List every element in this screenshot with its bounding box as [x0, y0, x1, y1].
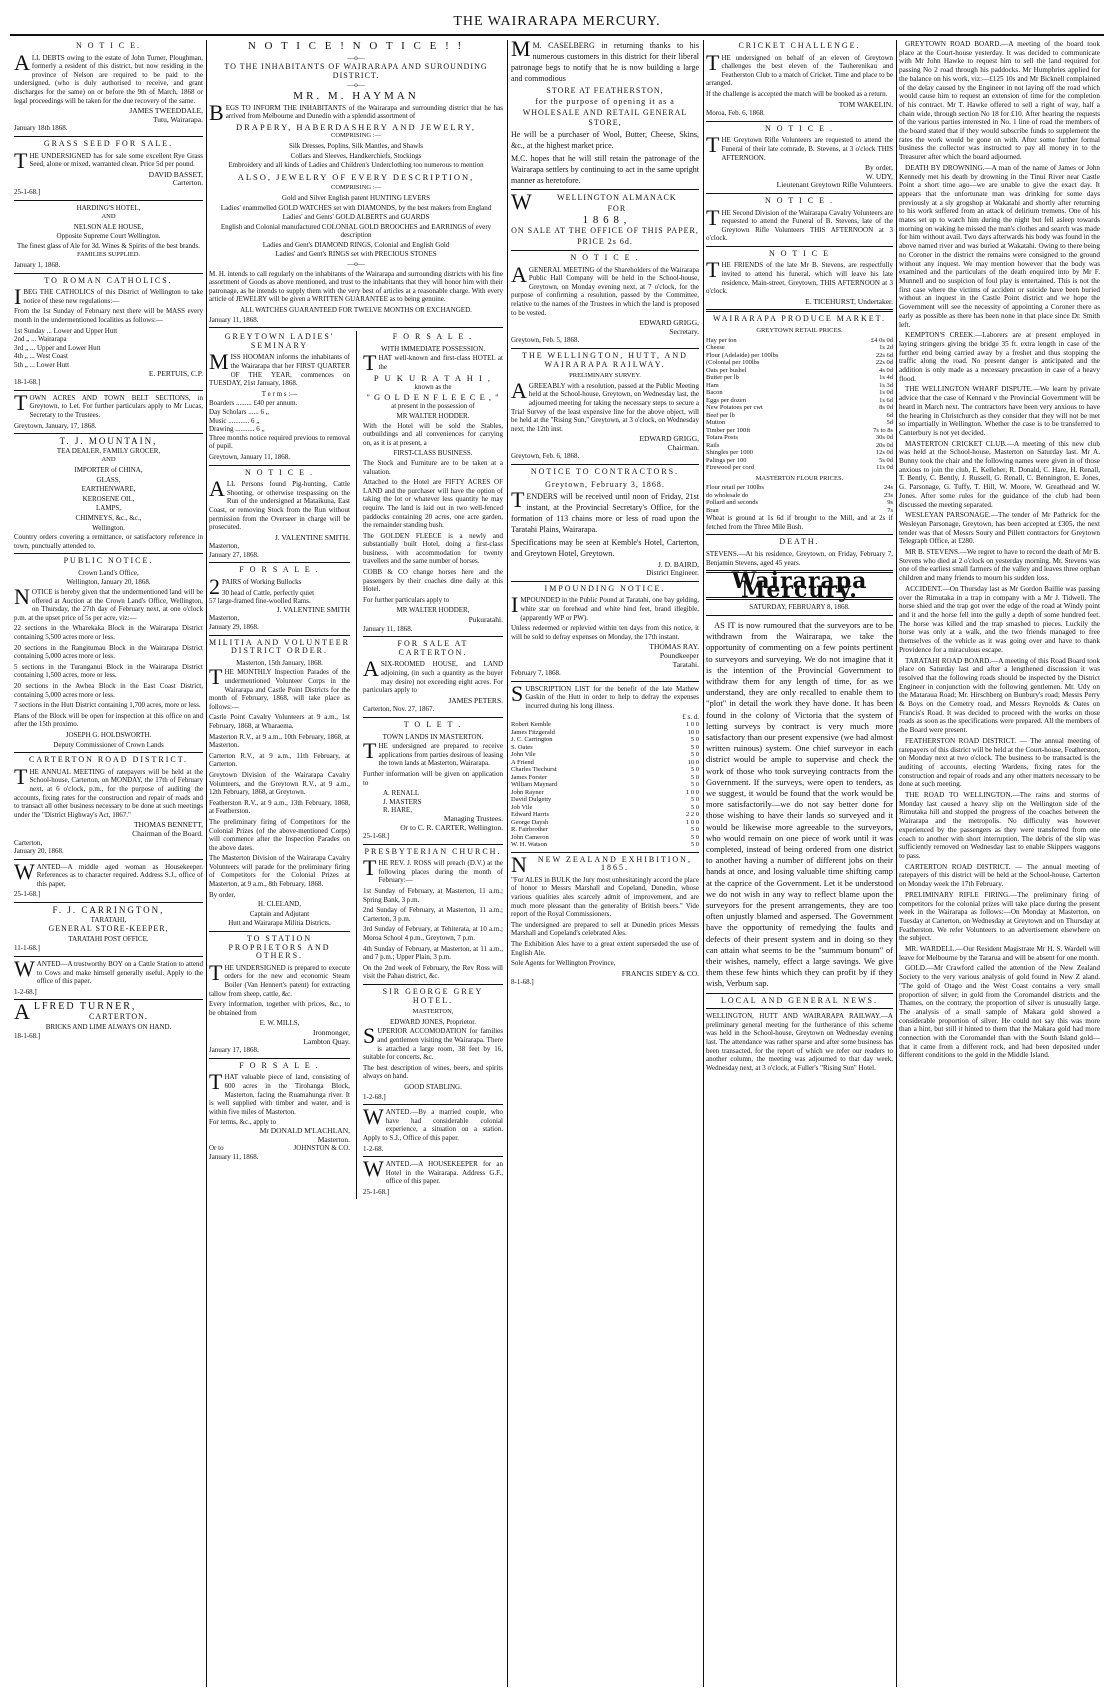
ad-turner: ALFRED TURNER, CARTERTON. BRICKS AND LIME ALWAYS ON HAND. 18-1-68.] — [14, 999, 172, 1041]
ad-wanted-housekeeper: WANTED—A middle aged woman as Housekeeper. References as to character required. Address S.J., office of this paper, 25-1-68.] — [14, 858, 203, 899]
news-item: TARATAHI ROAD BOARD.—A meeting of this Road Board took place on Saturday last and after a lengthened discussion it was resolved that the following roads should be inspected by the District Engineer in conjunction with the following gentlemen. Mr. Udy on the Mataraua Road; Mr. Hirschberg on Bunbury's road; Messrs Perry & Boys on the Cemetry road, and Messrs Reynolds & Oates on Francis's Road. It was decided to proceed with the works on those roads as soon as the specifications were prepared. All the members of the Board were present. — [899, 656, 1100, 735]
table-row: W. H. Watson 5 0 — [511, 841, 699, 849]
local-news: LOCAL AND GENERAL NEWS. WELLINGTON, HUTT AND WAIRARAPA RAILWAY.—A preliminary general meeting for the furtherance of this scheme was held in the School-house, Greytown on Wednesday evening last. The attendance was rather sparse and after some business has been transacted, for the report of which we refer our readers to another column, the meeting was adjourned to that day week, Wednesday next, at 3 o'clock, at Fuller's "Rising Sun" Hotel. — [706, 995, 893, 1072]
ad-wanted-boy: WANTED—A trustworthy BOY on a Cattle Station to attend to Cows and make himself generally useful. Apply to the office of this paper. 1-2-68.] — [14, 956, 203, 996]
news-item: GREYTOWN ROAD BOARD.—A meeting of the board took place at the Court-house yesterday. It was decided to communicate with Mr John Hawke to request him to sell the land required for passing No 2 road through his paddocks. Mr Humphries applied for the balance on his work, viz:—£125 10s and Mr Bicknell complained of the delay caused by the Engineer in not laying off the road which would cause him to request an extension of time for the completion of his contract. Mr T. Hawke offered to sell a right of way, half a chain wide, through section No 18 for £10. After hearing the requests of the various parties interested in No. 1 line of road the members of the board stated that if they would subscribe funds to supplement the rates the work would be gone on with. After some further formal business the collector was instructed to pay all money in to the Treasurer after which the board adjourned. — [899, 40, 1100, 162]
table-row: Palings per 100 5s 0d — [706, 456, 893, 464]
retail-prices-table — [706, 337, 893, 472]
editorial: AS IT is now rumoured that the surveyors are to be withdrawn from the Wairarapa, we take the opportunity of commenting on a few points pertinent to surveyors and surveying. We do not imagine that it is the intention of the Provincial Government to withdraw them for any length of time, for as we understand, they are only recalled to enable them to "plot" in detail the work they have done. It has been found in the colony of Victoria that the system of letting surveys by contract is very much more satisfactory than our present expensive (we had almost written ruinous) system. One chief surveyor in each district would be ample to supervise and check the work of those who took surveying contracts from the Government. If the surveys, were open to tenders, as we suggest, it would be found that the work would be more satisfactorily—we do not say better done for those wishing to have their lands so surveyed and it would be likewise more agreeable to the surveyors, who would remain on one piece of work until it was completed, instead of being ordered from one district to another having a number of different jobs on their hands at once, and losing valuable time shifting camp at the caprice of the Government. Let it be understood we do not wish in any way to reflect blame upon the surveyors for the present arrangements, they are too often unjustly blamed and aspersed. The Government have the opportunity of remedying the faults and defects of their present system and in doing so they can attain what seems to be the "summum bonum" of their wishes, namely, effect a large savings. We give them these few hints which they can profit by if they wish, Verbum sap. — [706, 619, 893, 989]
ad-subscription: SUBSCRIPTION LIST for the benefit of the late Mathew Gaskin of the Hutt in order to help to defray the expenses incurred during his long illness. £ s. d. Robert Kemble 1 0 0 James Fitzgerald 10 0 J. C. Carrington 5 0 S. Oates 5 0 John Vile 5 0 A Friend 10 0 Charles Tiechurst 5 0 James Forster 5 0 William Maynard 5 0 John Rayner 1 0 0 David Dulgetty 5 0 Job Vile 5 0 Edward Harris 2 2 0 George Daysh 1 0 0 R. Fairbrother 5 0 John Cameron 5 0 W. H. Watson 5 0 — [511, 680, 699, 849]
table-row: Mutton 5d — [706, 419, 893, 427]
issue-date: SATURDAY, FEBRUARY 8, 1868. — [749, 603, 850, 612]
table-row: Beef per lb 6d — [706, 411, 893, 419]
col2-inner-rule — [356, 331, 357, 1199]
table-row: James Fitzgerald 10 0 — [511, 728, 699, 736]
table-row: A Friend 10 0 — [511, 758, 699, 766]
table-row: R. Fairbrother 5 0 — [511, 826, 699, 834]
ad-wanted-hotel-housekeeper: WANTED.—A HOUSEKEEPER for an Hotel in the Wairarapa. Address G.F., office of this paper. 25-1-68.] — [362, 1156, 503, 1196]
ad-almanack: W WELLINGTON ALMANACK FOR 1 8 6 8 , ON SALE AT THE OFFICE OF THIS PAPER, PRICE 2s 6d. — [511, 189, 699, 246]
table-row: Bran 7s — [706, 506, 893, 514]
news-paragraphs — [899, 40, 1100, 1060]
ad-mills: TO STATION PROPRIETORS AND OTHERS. THE UNDERSIGNED is prepared to execute orders for the new and economic Steam Boiler (Van Hennert's patent) for extracting tallow from sheep, cattle, &c. Every information, together with prices, &c., to be obtained from E. W. MILLS, Ironmonger, Lambton Quay. January 17, 1868. — [209, 934, 350, 1055]
flour-prices-table — [706, 484, 893, 514]
ad-grigg-notice: N O T I C E . AGENERAL MEETING of the Shareholders of the Wairarapa Public Hall Company will be held in the School-house, Greytown, on Monday evening next, at 7 o'clock, for the purpose of confirming a resolution, passed by the Committee, relative to the names of the Trustees in which the land is proposed to be vested. EDWARD GRIGG, Secretary. Greytown, Feb. 5, 1868. — [511, 253, 699, 345]
table-row: John Cameron 5 0 — [511, 833, 699, 841]
ad-funeral: N O T I C E THE FRIENDS of the late Mr B. Stevens, are respectfully invited to attend his funeral, which will leave his late residence, Main-street, Greytown, THIS AFTERNOON at 3 o'clock. E. TICEHURST, Undertaker. — [706, 248, 893, 306]
table-row: Charles Tiechurst 5 0 — [511, 766, 699, 774]
news-item: WESLEYAN PARSONAGE.—The tender of Mr Pathrick for the Wesleyan Parsonage, Greytown, has been accepted at £305, the next tender was that of Messrs Soury and Pillett contractors for Greytown Telegraph Office, at £280. — [899, 511, 1100, 546]
ad-wanted-couple: WANTED.—By a married couple, who have had considerable colonial experience, a situation on a station. Apply to S.J., Office of this paper. 1-2-68. — [362, 1104, 503, 1153]
table-row: New Potatoes per cwt 8s 0d — [706, 404, 893, 412]
news-item: MR. WARDELL.—Our Resident Magistrate Mr H. S. Wardell will leave for Melbourne by the Tararua and will be absent for one month. — [899, 945, 1100, 962]
column-rule — [896, 40, 897, 1687]
ad-ladies-seminary: GREYTOWN LADIES' SEMINARY MISS HOOMAN informs the inhabitants of the Wairarapa that her FIRST QUARTER OF THE YEAR, commences on TUESDAY, 21st January, 1868. T e r m s :— Boarders ......... £40 per annum. Day Scholars ...... 6 „ Music ............ 6 „ Drawing ........... 6 „ Three months notice required previous to removal of pupil. Greytown, January 11, 1868. — [209, 332, 350, 461]
news-item: DEATH BY DROWNING.—A man of the name of James or John Kennedy met his death by drowning in the Tinui River near Castle Point a short time ago—we are unable to give the exact day. It appears that the unfortunate man was drinking for some days previously at a sly grogshop at Wakatahi and shortly after returning to his work suffered from an attack of delirium tremens. One of his mates set up to watch him during the night but fell asleep towards morning on waking he missed the man's clothes and search was made for him without avail. Two days afterwards his body was found in the above named river and was buried at Wakatahi. Owing to there being no Coroner in the district the remains were consigned to the ground without any inquest. We may mention however that the body was examined and the particulars of the death enquired into by Mr F. Munnell and no suspicion of foul play is entertained. This is not the first case where the victims of accident or suicide have been buried without an inquest in the Castle Point district and we hope the Government will see the necessity of appointing a Coroner there as early as possible as there has been none in that place since Dr. Smith left. — [899, 163, 1100, 329]
news-item: PRELIMINARY RIFLE FIRING.—The preliminary firing of competitors for the colonial prizes will take place during the present week in the Wairarapa as follows:—On Monday at Masterton, on Tuesday at Carterton, on Wednesday at Greytown and on Thursday at Featherston. We refer Volunteers to an advertisement elsewhere on the subject. — [899, 890, 1100, 943]
column-rule — [206, 40, 207, 1687]
column-rule — [507, 40, 508, 1687]
ad-cavalry-notice: N O T I C E . THE Second Division of the Wairarapa Cavalry Volunteers are requested to attend the Funeral of B. Stevens, late of the Greytown Rifle Volunteers THIS AFTERNOON at 3 o'clock. — [706, 195, 893, 243]
subscription-table — [511, 721, 699, 849]
ad-exhibition: N NEW ZEALAND EXHIBITION, 1865. "For ALES in BULK the Jury most unhesitatingly accord the place of honor to Messrs Marshall and Copeland, Dunedin, whose various qualities ales scarcely admit of improvement, and are much more pleasant than the generality of British beers." Vide report of the Royal Commissioners. The undersigned are prepared to sell at Dunedin prices Messrs Marshall and Copeland's celebrated Ales. The Exhibition Ales have to a great extent superseded the use of English Ale. Sole Agents for Wellington Province, FRANCIS SIDEY & CO. 8-1-68.] — [511, 851, 699, 987]
table-row: John Rayner 1 0 0 — [511, 788, 699, 796]
death-notice: DEATH. STEVENS.—At his residence, Greytown, on Friday, February 7, Benjamin Stevens, aged 45 years. — [706, 537, 893, 567]
masthead — [0, 0, 1114, 40]
table-row: Butter per lb 1s 4d — [706, 374, 893, 382]
table-row: Flour (Adelaide) per 100lbs 22s 6d — [706, 351, 893, 359]
ad-cricket: CRICKET CHALLENGE. THE undersigned on behalf of an eleven of Greytown challenges the best eleven of the Tauherenikau and Featherston Club to a match of Cricket. Time and place to be arranged. If the challenge is accepted the match will be booked as a return. TOM WAKELIN. Moroa, Feb. 6, 1868. — [706, 41, 893, 118]
ad-mountain: T. J. MOUNTAIN, TEA DEALER, FAMILY GROCER, AND IMPORTER of CHINA, GLASS, EARTHENWARE, KEROSENE OIL, LAMPS, CHIMNEYS, &c., &c., Wellington. Country orders covering a remittance, or satisfactory reference in town, punctually attended to. — [14, 436, 203, 550]
ad-peters: FOR SALE AT CARTERTON. ASIX-ROOMED HOUSE, and LAND adjoining, (in such a quantity as the buyer may desire) not exceeding eight acres. For particulars apply to JAMES PETERS. Carterton, Nov. 27, 1867. — [362, 639, 503, 714]
table-row: Pollard and seconds 9s — [706, 499, 893, 507]
ad-presbyterian: PRESBYTERIAN CHURCH. THE REV. J. ROSS will preach (D.V.) at the following places during the month of February:— 1st Sunday of February, at Masterton, 11 a.m.; Spring Bank, 3 p.m. 2nd Sunday of February, at Masterton, 11 a.m.; Carterton, 3 p.m. 3rd Sunday of February, at Tehiterata, at 10 a.m.; Moroa School 4 p.m., Greytown, 7 p.m. 4th Sunday of February, at Masterton, at 11 a.m., and 7 p.m.; Upper Plain, 3 p.m. On the 2nd week of February, the Rev Ross will visit the Pahau district, &c. — [362, 846, 503, 981]
ad-carrington: F. J. CARRINGTON, TARATAHI, GENERAL STORE-KEEPER, TARATAHI POST OFFICE. 11-1-68.] — [14, 905, 169, 953]
col2-left — [209, 331, 350, 1199]
table-row: Totara Posts 30s 0d — [706, 434, 893, 442]
news-item: THE WELLINGTON WHARF DISPUTE.—We learn by private advice that the case of Kennard v the Provincial Government will be heard in March next. The contractors have been very anxious to have the hearing in Christchurch as they consider that they will not be met so impartially in Wellington. Whether the case is to be transferred to Canterbury is not yet decided. — [899, 385, 1100, 437]
news-item: CARTERTON ROAD DISTRICT. — The annual meeting of ratepayers of this district will be held at the School-house, Carterton on Monday week the 17th February. — [899, 862, 1100, 889]
ad-to-let: T O L E T . TOWN LANDS IN MASTERTON. THE undersigned are prepared to receive applications from parties desirous of leasing the town lands at Masterton, Wairarapa. Further information will be given on application to A. RENALL J. MASTERS R. HARE, Managing Trustees. Or to C. R. CARTER, Wellington. 25-1-68.] — [362, 719, 503, 841]
col2-right — [363, 331, 503, 1199]
table-row: James Forster 5 0 — [511, 773, 699, 781]
produce-market: WAIRARAPA PRODUCE MARKET. GREYTOWN RETAIL PRICES. Hay per ton £4 0s 0d Cheese 1s 2d Flour (Adelaide) per 100lbs 22s 6d (Colonial per 100lbs 22s 0d Oats per bushel 4s 0d Butter per lb 1s 4d Ham 1s 3d Bacon 1s 0d Eggs per dozen 1s 6d New Potatoes per cwt 8s 0d Beef per lb 6d Mutton 5d Timber per 100ft 7s to 8s Totara Posts 30s 0d Rails 20s 0d Shingles per 1000 12s 0d Palings per 100 5s 0d Firewood per cord 11s 0d MASTERTON FLOUR PRICES. Flour retail per 100lbs 24s do wholesale do 23s Pollard and seconds 9s Bran 7s Wheat is ground at 1s 6d if brought to the Mill, and at 2s if fetched from the Three Mile Bush. — [706, 314, 893, 531]
news-item: THE ROAD TO WELLINGTON.—The rains and storms of Monday last caused a heavy slip on the Wellington side of the Rimutaka hill and stopped the progress of the coaches between the Wairarapa and the metropolis. No difficulty was however experienced by the passengers as they were transferred from one coach to another with short interruption. The debris of the slip was sufficiently removed on Wednesday last to enable Skippers waggons to pass. — [899, 791, 1100, 860]
ad-hayman: N O T I C E ! N O T I C E ! ! —o— TO THE INHABITANTS OF WAIRARAPA AND SUROUNDING DISTRICT. —o— MR. M. HAYMAN BEGS TO INFORM THE INHABITANTS of the Wairarapa and surrounding district that he has arrived from Melbourne and Dunedin with a splendid assortment of DRAPERY, HABERDASHERY AND JEWELRY, COMPRISING :— Silk Dresses, Poplins, Silk Mantles, and Shawls Collars and Sleeves, Handkerchiefs, Stockings Embroidery and all kinds of Ladies and Children's Underclothing too numerous to mention ALSO, JEWELRY OF EVERY DESCRIPTION, COMPRISING :— Gold and Silver English patent HUNTING LEVERS Ladies' enammelled GOLD WATCHES set with DIAMONDS, by the best makers from England Ladies' and Gents' GOLD ALBERTS and GUARDS English and Colonial manufactured COLONIAL GOLD BROOCHES and EARRINGS of every description Ladies and Gent's DIAMOND RINGS, Colonial and English Gold Ladies' and Gent's RINGS set with PRECIOUS STONES —o— M. H. intends to call regularly on the inhabitants of the Wairarapa and surrounding districts with his fine assortment of Goods as above mentioned, and trust to the inhabitants that they will honor him with their patronage, as he intends to supply them with the very best of articles at a reasonable charge. With every article of JEWELRY will be given a WRITTEN GUARANTEE as to being genuine. ALL WATCHES GUARANTEED FOR TWELVE MONTHS OR EXCHANGED. January 11, 1868. — [209, 40, 503, 324]
ad-mlachlan: F O R S A L E . THAT valuable piece of land, consisting of 600 acres in the Tirohanga Block, Masterton, facing the Ruamahunga river. It is well supplied with timber and water, and is within five miles of Masterton. For terms, &c., apply to Mr DONALD M'LACHLAN, Masterton. Or to JOHNSTON & CO. January 11, 1868. — [209, 1060, 350, 1161]
news-item: FEATHERSTON ROAD DISTRICT. — The annual meeting of ratepayers of this district will be held at the Court-house, Featherston, on Monday next at two o'clock. The business to be transacted is the auditing of accounts, electing Wardens, fixing rates for the construction and repair of roads and any other matters necessary to be done at such meeting. — [899, 736, 1100, 789]
table-row: Job Vile 5 0 — [511, 803, 699, 811]
newspaper-title: THE WAIRARAPA MERCURY. — [453, 14, 661, 29]
table-row: Oats per bushel 4s 0d — [706, 366, 893, 374]
table-row: Eggs per dozen 1s 6d — [706, 396, 893, 404]
ad-smith-notice: N O T I C E . ALL Persons found Pig-hunting, Cattle Shooting, or otherwise trespassing on the Run of the undersigned at Mataikuna, East Coast, or removing Stock from the Run without permission from the Overseer in charge will be prosecuted. J. VALENTINE SMITH. Masterton, January 27, 1868. — [209, 467, 350, 559]
table-row: Bacon 1s 0d — [706, 389, 893, 397]
ad-roman-catholics: TO ROMAN CATHOLICS. IBEG THE CATHOLICS of this District of Wellington to take notice of these new regulations:— From the 1st Sunday of February next there will be MASS every month in the undermentioned localities as follows:— 1st Sunday ... Lower and Upper Hutt 2nd „ ... Wairarapa 3rd „ ... Upper and Lower Hutt 4th „ ... West Coast 5th „ ... Lower Hutt E. PERTUIS, C.P. 18-1-68.] — [14, 275, 203, 387]
table-row: Timber per 100ft 7s to 8s — [706, 426, 893, 434]
column-4 — [706, 40, 893, 1687]
table-row: do wholesale do 23s — [706, 491, 893, 499]
news-item: ACCIDENT.—On Thursday last as Mr Gordon Baillie was passing over the Rimutaka in a trap in company with a Mr J. Tidwell. The horse shied and the trap got over the edge of the road at Windy point and it and the horse fell into the gully a depth of some hundred feet. The horse was killed and the trap smashed to pieces. Luckily the horse was only at a walk, and the two friends managed to free themselves of the vehicle as it was going over and have to thank Providence for a miraculous escape. — [899, 584, 1100, 654]
ad-hardings-hotel: HARDING'S HOTEL, AND NELSON ALE HOUSE, Opposite Supreme Court Wellington. The finest glass of Ale for 3d. Wines & Spirits of the best brands. FAMILIES SUPPLIED. January 1, 1868. — [14, 203, 200, 270]
news-item: KEMPTON'S CREEK.—Laborers are at present employed in laying stringers giving the bridge 35 ft. extra length in case of the further end being carried away by a freshet and thus stopping the traffic along the road. No present danger is anticipated and the addition is only made as a necessary precaution in case of a heavy flood. — [899, 331, 1100, 383]
table-row: Firewood per cord 11s 0d — [706, 464, 893, 472]
ad-railway: THE WELLINGTON, HUTT, AND WAIRARAPA RAILWAY. PRELIMINARY SURVEY. AGREEABLY with a resolution, passed at the Public Meeting held at the School-house, Greytown, on Wednesday last, the adjourned meeting for taking the necessary steps to secure a Trial Survey of the least expensive line for the above object, will be held at the "Rising Sun," Greytown, at 3 o'clock, on Wednesday next, the 12th inst. EDWARD GRIGG, Chairman. Greytown, Feb. 6, 1868. — [511, 350, 699, 461]
table-row: John Vile 5 0 — [511, 751, 699, 759]
ad-public-notice: PUBLIC NOTICE. Crown Land's Office, Wellington, January 20, 1868. NOTICE is hereby given that the undermentioned land will be offered at Auction at the Crown Land's Office, Wellington, on Thursday, the 27th day of February next, at one o'clock p.m. at the upset price of 5s per acre, viz:— 22 sections in the Wharekaka Block in the Wairarapa District containing 5,500 acres more or less. 20 sections in the Rangitumau Block in the Wairarapa District containing 5,000 acres more or less. 5 sections in the Turanganui Block in the Wairarapa District containing 1,500 acres, more or less. 20 sections in the Awhea Block in the East Coast District, containing 5,000 acres more or less. 7 sections in the Hutt District containing 1,700 acres, more or less. Plans of the Block will be open for inspection at this office on and after the 15th proximo. JOSEPH G. HOLDSWORTH. Deputy Commissioner of Crown Lands — [14, 556, 203, 749]
table-row: J. C. Carrington 5 0 — [511, 736, 699, 744]
ad-golden-fleece: F O R S A L E . WITH IMMEDIATE POSSESSION. THAT well-known and first-class HOTEL at the P U K U R A T A H I , known as the " G O L D E N F L E E C E , " at present in the possession of MR WALTER HODDER. With the Hotel will be sold the Stables, outbuildings and all conveniences for carrying on, as it is at present, a FIRST-CLASS BUSINESS. The Stock and Furniture are to be taken at a valuation. Attached to the Hotel are FIFTY ACRES OF LAND and the purchaser will have the option of taking the lot or whatever less quantity he may require. The land is laid out in two well-fenced paddocks containing 20 acres, one acre garden, the remainder standing bush. The GOLDEN FLEECE is a newly and substantially built Hotel, doing a first-class business, with accommodation for twenty travellers and the same number of horses. COBB & CO change horses here and the passengers by their coaches dine daily at this Hotel. For further particulars apply to MR WALTER HODDER, Pukuratahi. January 11, 1868. — [362, 332, 503, 633]
news-item: MR B. STEVENS.—We regret to have to record the death of Mr B. Stevens who died at 2 o'clock on yesterday morning. Mr. Stevens was one of the earliest small farmers of the valley and leaves three orphan children and many friends to mourn his sudden loss. — [899, 548, 1100, 583]
column-2 — [209, 40, 503, 1687]
column-3 — [511, 40, 699, 1687]
paper-title-block — [706, 568, 893, 616]
news-item: GOLD.—Mr Crawford called the attention of the New Zealand Society to the very various analysis of gold found in New Z aland. "The gold of Otago and the West Coast contains a very small proportion of silver; in gold from the Coromandel districts and the Thames, on the contrary, the proportion of silver is unusually large. The analysis of a small sample of Makara gold showed a considerable proportion of silver. He could not say this was more than a hint, but still it hinted to them that the Makara gold had more connection with the Coromandel than with the South Island gold—that it came from a different rock, and had been deposited under different conditions to the gold in the Middle Island. — [899, 964, 1100, 1060]
table-row: Ham 1s 3d — [706, 381, 893, 389]
col2-split — [209, 331, 503, 1199]
ad-caselberg: M M. CASELBERG in returning thanks to his numerous customers in this district for their liberal patronage begs to notify that he is now building a large and commodious STORE AT FEATHERSTON, for the purpose of opening it as a WHOLESALE AND RETAIL GENERAL STORE, He will be a purchaser of Wool, Butter, Cheese, Skins, &c., at the highest market price. M.C. hopes that he will still retain the patronage of the Wairarapa settlers by continuing to act in the same upright manner as heretofore. — [511, 40, 699, 185]
ad-george-grey-hotel: SIR GEORGE GREY HOTEL. MASTERTON, EDWARD JONES, Proprietor. SUPERIOR ACCOMODATION for families and gentlemen visiting the Wairarapa. There is attached a large room, 38 feet by 16, suitable for concerts, &c. The best description of wines, beers, and spirits always on hand. GOOD STABLING. 1-2-68.] — [362, 987, 503, 1101]
table-row: David Dulgetty 5 0 — [511, 796, 699, 804]
table-row: Edward Harris 2 2 0 — [511, 811, 699, 819]
ad-carterton-road: CARTERTON ROAD DISTRICT. THE ANNUAL MEETING of ratepayers will be held at the School-house, Carterton, on MONDAY, the 17th of February next, at 6 o'clock, p.m., for the purpose of auditing the accounts, fixing rates for the construction and repair of roads and to transact all other business necessary to be done at such meetings under the "District Highway's Act, 1867." THOMAS BENNETT, Chairman of the Board. Carterton, January 20, 1868. — [14, 755, 203, 856]
column-1 — [14, 40, 203, 1687]
table-row: Hay per ton £4 0s 0d — [706, 336, 893, 344]
table-row: Robert Kemble 1 0 0 — [511, 721, 699, 729]
table-row: George Daysh 1 0 0 — [511, 818, 699, 826]
table-row: William Maynard 5 0 — [511, 781, 699, 789]
news-item: MASTERTON CRICKET CLUB.—A meeting of this new club was held at the School-house, Masterton on Saturday last. Mr A. Bunny took the chair and the following names were given in of those anxious to join the club, E. Kelleher, R. Donald, C. Hare, H. Renall, T. Bently, C. Bently, J. Russell, G. Renall, C. Bennington, E. Jones, G. Parsonage, G. Tuffy, T. Hill, W. Moore, W. Greathead and W. Jones. After some rules for the guidance of the club had been discussed the meeting separated. — [899, 439, 1100, 509]
paper-title: Wairarapa Mercury. — [731, 568, 868, 603]
table-row: Cheese 1s 2d — [706, 344, 893, 352]
ad-militia: MILITIA AND VOLUNTEER DISTRICT ORDER. Masterton, 15th January, 1868. THE MONTHLY Inspection Parades of the undermentioned Volunteer Corps in the Wairarapa and Castle Point Districts for the month of February, 1868, will take place as follows:— Castle Point Cavalry Volunteers at 9 a.m., 1st February, 1868, at Wharaema. Masterton R.V., at 9 a.m., 10th February, 1868, at Masterton. Carterton R.V., at 9 a.m., 11th February, at Carterton. Greytown Division of the Wairarapa Cavalry Volunteers, and the Greytown R.V., at 9 a.m., 12th February, 1868, at Greytown. Featherston R.V., at 9 a.m., 13th February, 1868, at Featherston. The preliminary firing of Competitors for the Colonial Prizes (of the above-mentioned Corps) will commence after the Inspection Parades on the above dates. The Masterton Division of the Wairarapa Cavalry Volunteers will parade for the preliminary firing of Competitors for the Colonial Prizes at Masterton, at 9 a.m., 8th February, 1868. By order, H. CLELAND, Captain and Adjutant Hutt and Wairarapa Militia Districts. — [209, 637, 350, 928]
column-5 — [899, 40, 1100, 1687]
table-row: Flour retail per 100lbs 24s — [706, 484, 893, 492]
ad-impounding: IMPOUNDING NOTICE. IMPOUNDED in the Public Pound at Taratahi, one bay gelding, white star on forehead and white hind feet, brand illegible, (apparently WP or PW). Unless redeemed or replevied within ten days from this notice, it will be sold to defray expenses on Monday, the 17th instant. THOMAS RAY. Poundkeeper Taratahi. February 7, 1868. — [511, 583, 699, 678]
ad-contractors: NOTICE TO CONTRACTORS. Greytown, February 3, 1868. TENDERS will be received until noon of Friday, 21st instant, at the Provincial Secretary's Office, for the formation of 113 chains more or less of road upon the Taratahi Plains, Wairarapa. Specifications may be seen at Kemble's Hotel, Carterton, and Greytown Hotel, Greytown. J. D. BAIRD, District Engineer. — [511, 467, 699, 578]
table-row: S. Oates 5 0 — [511, 743, 699, 751]
masthead-rule — [10, 34, 1104, 36]
table-row: Shingles per 1000 12s 0d — [706, 449, 893, 457]
ad-tweeddale: N O T I C E. ALL DEBTS owing to the estate of John Turner, Ploughman, formerly a resident of this district, but now residing in the province of Nelson are required to be paid to the undersigned, (who is duly authorised to receive, and grant discharges for the same) on or before the 9th of March, 1868 or legal proceedings will be taken for the due recovery of the same. JAMES TWEEDDALE, Tutu, Wairarapa. January 18th 1868. — [14, 41, 203, 133]
column-rule — [703, 40, 704, 1687]
ad-rifle-notice: N O T I C E . THE Greytown Rifle Volunteers are requested to attend the Funeral of their late comrade, B. Stevens, at 3 o'clock THIS AFTERNOON. By order, W. UDY, Lieutenant Greytown Rifle Volunteers. — [706, 123, 893, 190]
ad-grass-seed: GRASS SEED FOR SALE. THE UNDERSIGNED has for sale some excellent Rye Grass Seed, alone or mixed, warranted clean. Price 5d per pound. DAVID BASSET, Carterton. 25-1-68.] — [14, 138, 203, 196]
ad-smith-sale: F O R S A L E . 2 PAIRS of Working Bullocks 30 head of Cattle, perfectly quiet 57 large-framed fine-woolled Rams. J. VALENTINE SMITH Masterton, January 29, 1868. — [209, 565, 350, 632]
table-row: Rails 20s 0d — [706, 441, 893, 449]
table-row: (Colonial per 100lbs 22s 0d — [706, 359, 893, 367]
ad-town-acres: TOWN ACRES AND TOWN BELT SECTIONS, in Greytown, to Let. For further particulars apply to Mr Lucas, Secretary to the Trustees. Greytown, January, 17, 1868. — [14, 389, 203, 430]
